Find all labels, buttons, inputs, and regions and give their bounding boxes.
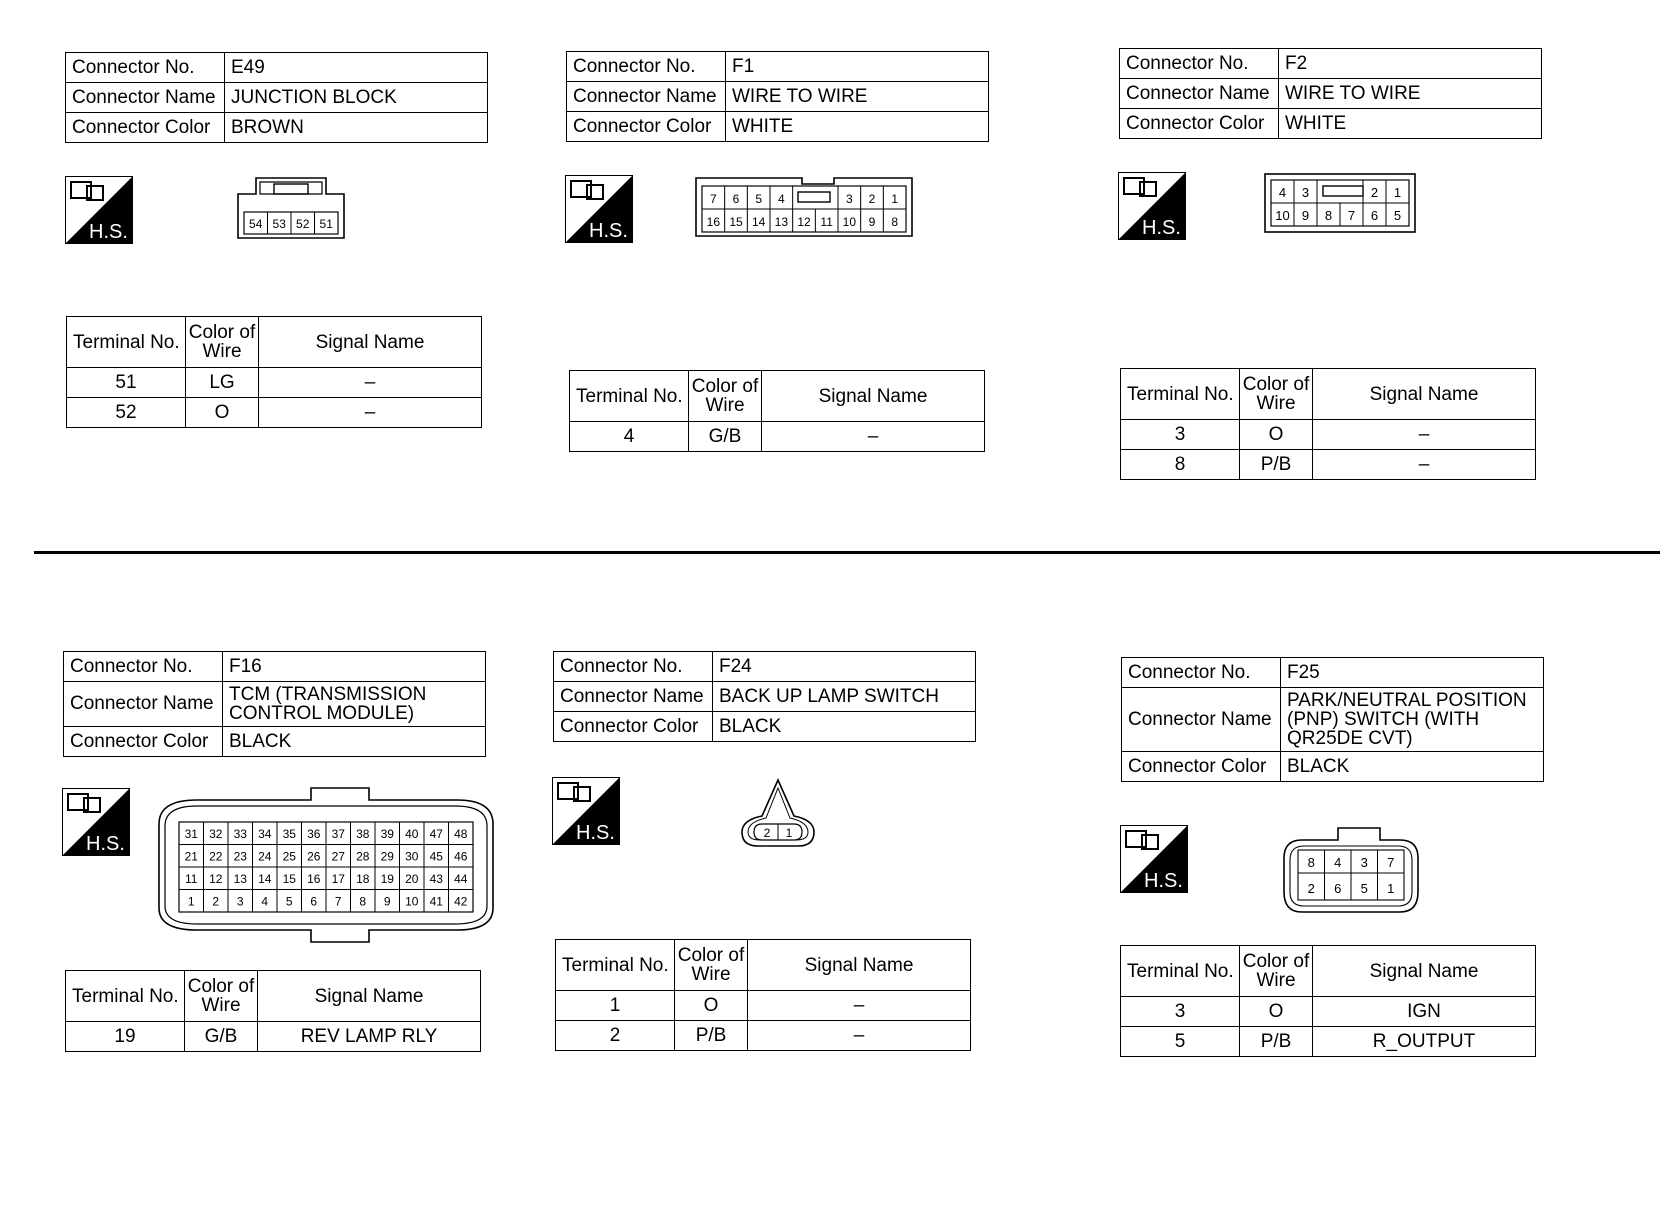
pin-5: 5 (285, 894, 293, 909)
signal-cell: – (762, 422, 985, 452)
pin-29: 29 (380, 849, 394, 864)
pin-8: 8 (359, 894, 367, 909)
signal-cell: REV LAMP RLY (258, 1022, 481, 1052)
terminal-cell: 19 (66, 1022, 185, 1052)
pin-15: 15 (729, 215, 743, 229)
pin-34: 34 (258, 827, 272, 841)
pin-52: 52 (296, 217, 310, 231)
connector-color-value: BLACK (1281, 752, 1544, 782)
signal-cell: R_OUTPUT (1313, 1027, 1536, 1057)
connector-color-label: Connector Color (567, 112, 726, 142)
pin-1: 1 (785, 826, 793, 840)
pin-45: 45 (429, 849, 443, 864)
signal-name-header: Signal Name (259, 317, 482, 368)
signal-name-header: Signal Name (258, 971, 481, 1022)
harness-side-badge (1118, 172, 1186, 245)
wire-cell: P/B (1240, 450, 1313, 480)
connector-name-value: TCM (TRANSMISSION CONTROL MODULE) (223, 682, 486, 727)
pin-5: 5 (755, 192, 763, 206)
connector-face-f25 (1282, 826, 1420, 919)
pin-23: 23 (233, 849, 247, 864)
pin-27: 27 (331, 849, 345, 864)
pin-2: 2 (1307, 881, 1315, 896)
connector-no-value: F1 (726, 52, 989, 82)
pin-6: 6 (732, 192, 740, 206)
harness-side-badge (565, 175, 633, 248)
connector-color-label: Connector Color (1122, 752, 1281, 782)
connector-name-value: WIRE TO WIRE (1279, 79, 1542, 109)
pin-3: 3 (236, 894, 244, 909)
harness-side-badge (65, 176, 133, 249)
pin-11: 11 (820, 215, 833, 229)
pin-9: 9 (383, 894, 391, 909)
pin-2: 2 (212, 894, 220, 909)
pin-1: 1 (187, 894, 195, 909)
terminal-cell: 8 (1121, 450, 1240, 480)
hs-label: H.S. (86, 833, 125, 855)
terminal-cell: 52 (67, 398, 186, 428)
connector-no-value: F24 (713, 652, 976, 682)
pin-35: 35 (282, 827, 296, 841)
pin-2: 2 (1370, 185, 1379, 200)
pin-4: 4 (261, 894, 269, 909)
table-row (556, 1021, 971, 1051)
signal-cell: – (748, 991, 971, 1021)
table-row (1121, 450, 1536, 480)
signal-name-header: Signal Name (762, 371, 985, 422)
pin-31: 31 (184, 827, 198, 841)
terminal-table-e49 (66, 316, 482, 428)
connector-info-table (65, 52, 488, 143)
pin-22: 22 (209, 849, 223, 864)
connector-no-value: F16 (223, 652, 486, 682)
pin-17: 17 (331, 872, 345, 886)
pin-54: 54 (249, 217, 263, 231)
pin-14: 14 (258, 872, 272, 886)
terminal-cell: 5 (1121, 1027, 1240, 1057)
section-divider (34, 551, 1660, 554)
connector-name-value: BACK UP LAMP SWITCH (713, 682, 976, 712)
connector-name-label: Connector Name (66, 83, 225, 113)
wire-cell: G/B (689, 422, 762, 452)
connector-color-label: Connector Color (554, 712, 713, 742)
wire-cell: O (1240, 997, 1313, 1027)
connector-f25 (1121, 657, 1544, 782)
terminal-no-header: Terminal No. (570, 371, 689, 422)
signal-cell: – (1313, 450, 1536, 480)
connector-face-f24 (738, 776, 818, 855)
signal-name-header: Signal Name (748, 940, 971, 991)
pin-47: 47 (429, 827, 443, 841)
signal-name-header: Signal Name (1313, 369, 1536, 420)
terminal-no-header: Terminal No. (556, 940, 675, 991)
pin-9: 9 (1301, 208, 1310, 223)
pin-10: 10 (1275, 208, 1290, 223)
terminal-no-header: Terminal No. (67, 317, 186, 368)
pin-20: 20 (405, 872, 419, 886)
pin-13: 13 (233, 872, 247, 886)
pin-1: 1 (1393, 185, 1402, 200)
signal-cell: – (748, 1021, 971, 1051)
pin-33: 33 (233, 827, 247, 841)
pin-44: 44 (454, 872, 468, 886)
table-row (570, 422, 985, 452)
harness-side-badge (552, 777, 620, 850)
connector-face-f2 (1263, 172, 1417, 239)
pin-12: 12 (209, 872, 223, 886)
wire-color-header: Color of Wire (675, 940, 748, 991)
connector-face-e49 (236, 176, 346, 245)
pin-5: 5 (1393, 208, 1402, 223)
connector-color-value: BLACK (713, 712, 976, 742)
pin-51: 51 (319, 217, 333, 231)
connector-color-value: WHITE (726, 112, 989, 142)
pin-4: 4 (1334, 855, 1342, 870)
terminal-cell: 4 (570, 422, 689, 452)
pin-15: 15 (282, 872, 296, 886)
wire-cell: P/B (675, 1021, 748, 1051)
pin-28: 28 (356, 849, 370, 864)
connector-name-value: WIRE TO WIRE (726, 82, 989, 112)
wire-color-header: Color of Wire (186, 317, 259, 368)
terminal-cell: 51 (67, 368, 186, 398)
pin-6: 6 (310, 894, 318, 909)
pin-41: 41 (429, 894, 443, 909)
signal-name-header: Signal Name (1313, 946, 1536, 997)
pin-14: 14 (751, 215, 766, 229)
pin-53: 53 (272, 217, 286, 231)
pin-4: 4 (1278, 185, 1287, 200)
signal-cell: – (259, 368, 482, 398)
terminal-no-header: Terminal No. (66, 971, 185, 1022)
connector-no-label: Connector No. (66, 53, 225, 83)
wire-color-header: Color of Wire (185, 971, 258, 1022)
pin-36: 36 (307, 827, 321, 841)
pin-24: 24 (258, 849, 272, 864)
pin-13: 13 (774, 215, 789, 229)
connector-no-label: Connector No. (554, 652, 713, 682)
wire-color-header: Color of Wire (1240, 946, 1313, 997)
connector-no-label: Connector No. (64, 652, 223, 682)
pin-6: 6 (1370, 208, 1379, 223)
connector-no-label: Connector No. (567, 52, 726, 82)
signal-cell: – (259, 398, 482, 428)
hs-label: H.S. (1142, 217, 1181, 239)
connector-name-value: PARK/NEUTRAL POSITION (PNP) SWITCH (WITH QR25DE CVT) (1281, 688, 1544, 752)
pin-3: 3 (845, 192, 853, 206)
connector-name-label: Connector Name (554, 682, 713, 712)
connector-name-value: JUNCTION BLOCK (225, 83, 488, 113)
hs-label: H.S. (589, 220, 628, 242)
pin-7: 7 (1347, 208, 1356, 223)
pin-38: 38 (356, 827, 370, 841)
connector-name-label: Connector Name (64, 682, 223, 727)
connector-no-label: Connector No. (1122, 658, 1281, 688)
terminal-cell: 3 (1121, 420, 1240, 450)
terminal-table-f16 (65, 970, 481, 1052)
pin-8: 8 (1324, 208, 1333, 223)
terminal-table-f2 (1120, 368, 1536, 480)
terminal-no-header: Terminal No. (1121, 369, 1240, 420)
connector-color-value: BLACK (223, 727, 486, 757)
pin-39: 39 (380, 827, 394, 841)
hs-label: H.S. (89, 221, 128, 243)
pin-10: 10 (842, 215, 857, 229)
wire-cell: LG (186, 368, 259, 398)
connector-f24 (553, 651, 976, 742)
pin-43: 43 (429, 872, 443, 886)
signal-cell: IGN (1313, 997, 1536, 1027)
pin-10: 10 (405, 894, 419, 909)
pin-1: 1 (891, 192, 899, 206)
pin-42: 42 (454, 894, 468, 909)
terminal-cell: 3 (1121, 997, 1240, 1027)
connector-name-label: Connector Name (1122, 688, 1281, 752)
wire-cell: O (186, 398, 259, 428)
pin-7: 7 (334, 894, 342, 909)
table-row (67, 368, 482, 398)
harness-side-badge (1120, 825, 1188, 898)
wire-cell: O (1240, 420, 1313, 450)
pin-9: 9 (868, 215, 876, 229)
pin-2: 2 (763, 826, 771, 840)
pin-2: 2 (868, 192, 876, 206)
connector-no-value: E49 (225, 53, 488, 83)
pin-4: 4 (777, 192, 785, 206)
pin-3: 3 (1301, 185, 1310, 200)
pin-3: 3 (1360, 855, 1368, 870)
connector-f2 (1119, 48, 1542, 139)
wire-cell: O (675, 991, 748, 1021)
pin-21: 21 (184, 849, 198, 864)
terminal-table-f24 (555, 939, 971, 1051)
pin-30: 30 (405, 849, 419, 864)
pin-37: 37 (331, 827, 345, 841)
pin-16: 16 (706, 215, 721, 229)
pin-5: 5 (1360, 881, 1368, 896)
connector-color-value: BROWN (225, 113, 488, 143)
pin-40: 40 (405, 827, 419, 841)
pin-32: 32 (209, 827, 223, 841)
pin-26: 26 (307, 849, 321, 864)
pin-48: 48 (454, 827, 468, 841)
terminal-no-header: Terminal No. (1121, 946, 1240, 997)
connector-face-f1 (694, 176, 914, 243)
harness-side-badge (62, 788, 130, 861)
wire-cell: P/B (1240, 1027, 1313, 1057)
connector-name-label: Connector Name (567, 82, 726, 112)
connector-color-label: Connector Color (1120, 109, 1279, 139)
table-row (556, 991, 971, 1021)
table-row (66, 1022, 481, 1052)
pin-25: 25 (282, 849, 296, 864)
terminal-cell: 1 (556, 991, 675, 1021)
pin-18: 18 (356, 872, 370, 886)
hs-label: H.S. (576, 822, 615, 844)
pin-8: 8 (891, 215, 899, 229)
connector-no-value: F2 (1279, 49, 1542, 79)
pin-6: 6 (1334, 881, 1342, 896)
pin-11: 11 (185, 872, 198, 886)
pin-8: 8 (1307, 855, 1315, 870)
pin-12: 12 (797, 215, 811, 229)
table-row (1121, 420, 1536, 450)
pin-7: 7 (1387, 855, 1395, 870)
pin-19: 19 (380, 872, 394, 886)
connector-e49 (65, 52, 488, 143)
wire-color-header: Color of Wire (1240, 369, 1313, 420)
connector-f1 (566, 51, 989, 142)
table-row (1121, 997, 1536, 1027)
connector-color-value: WHITE (1279, 109, 1542, 139)
table-row (67, 398, 482, 428)
connector-name-label: Connector Name (1120, 79, 1279, 109)
pin-16: 16 (307, 872, 321, 886)
terminal-table-f1 (569, 370, 985, 452)
connector-color-label: Connector Color (64, 727, 223, 757)
pin-1: 1 (1387, 881, 1395, 896)
connector-no-value: F25 (1281, 658, 1544, 688)
connector-face-f16 (157, 786, 495, 949)
connector-no-label: Connector No. (1120, 49, 1279, 79)
signal-cell: – (1313, 420, 1536, 450)
pin-46: 46 (454, 849, 468, 864)
hs-label: H.S. (1144, 870, 1183, 892)
table-row (1121, 1027, 1536, 1057)
pin-7: 7 (709, 192, 717, 206)
wire-cell: G/B (185, 1022, 258, 1052)
connector-color-label: Connector Color (66, 113, 225, 143)
terminal-table-f25 (1120, 945, 1536, 1057)
wire-color-header: Color of Wire (689, 371, 762, 422)
connector-f16 (63, 651, 486, 757)
terminal-cell: 2 (556, 1021, 675, 1051)
